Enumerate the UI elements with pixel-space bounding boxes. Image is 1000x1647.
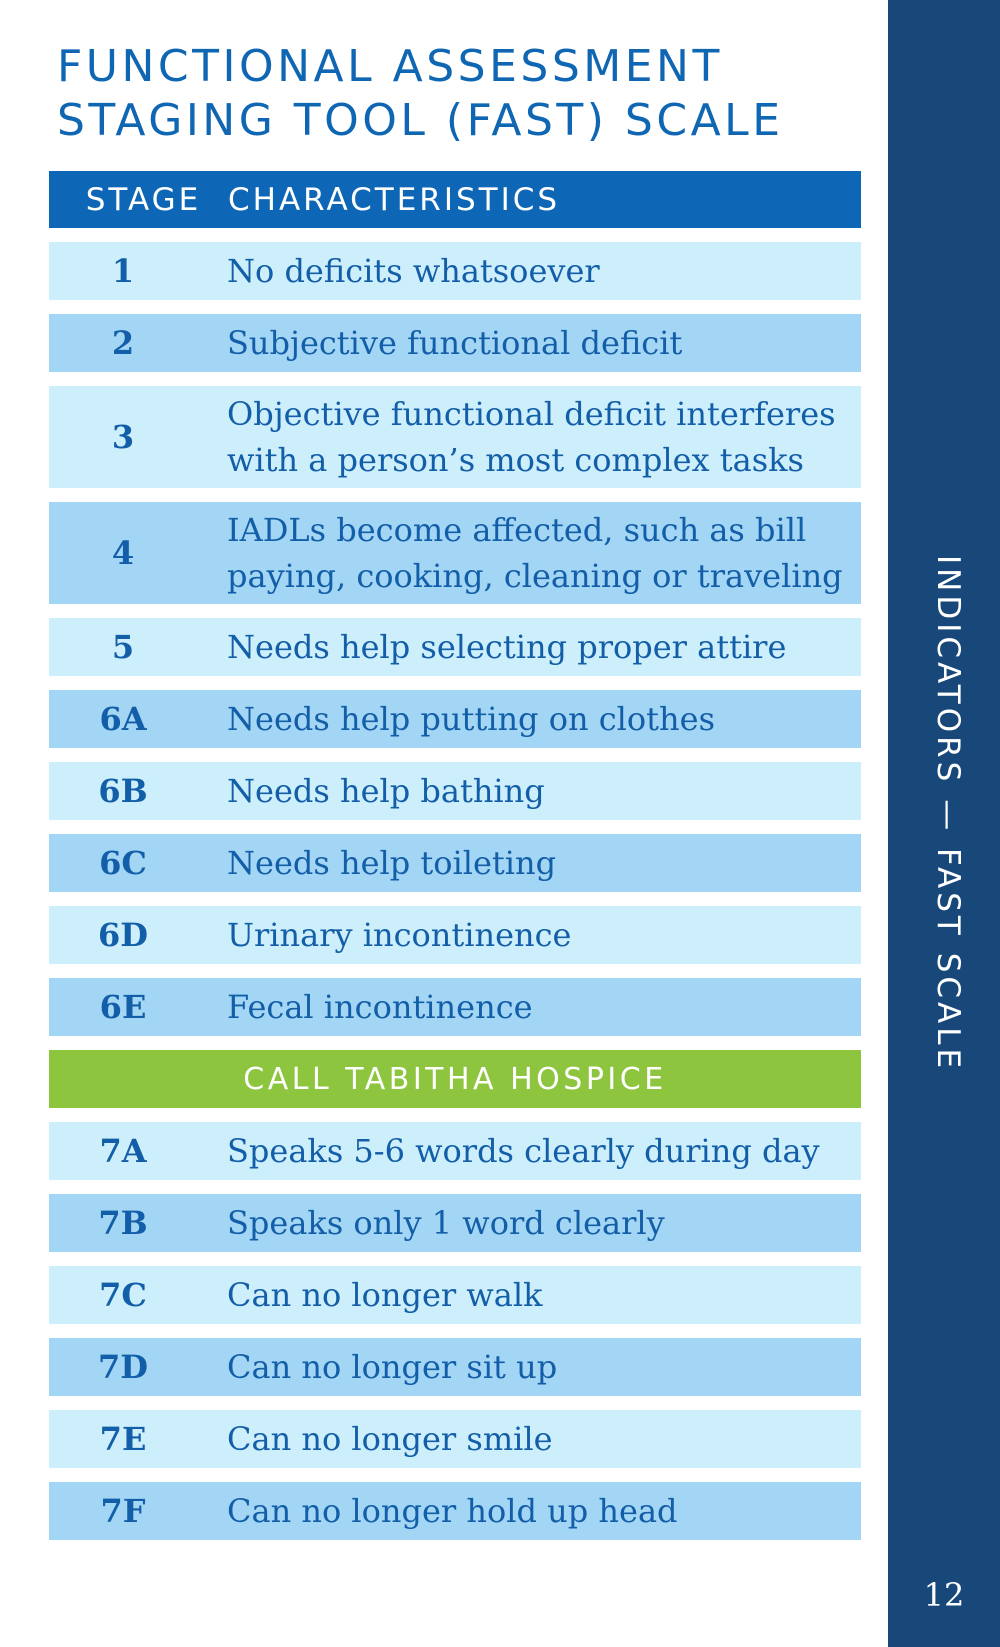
- table-header-row: [49, 171, 861, 228]
- characteristic-line: Can no longer walk: [227, 1276, 543, 1314]
- stage-cell: 4: [111, 534, 135, 572]
- characteristic-line: Urinary incontinence: [227, 916, 572, 954]
- page-title-line-1: FUNCTIONAL ASSESSMENT: [57, 41, 723, 92]
- table-row: [49, 1410, 861, 1468]
- characteristic-line: Fecal incontinence: [227, 988, 533, 1026]
- table-body-before-call: [49, 242, 861, 1036]
- stage-cell: 6E: [99, 988, 147, 1026]
- characteristic-line: Speaks 5-6 words clearly during day: [227, 1132, 820, 1170]
- table-row: [49, 1194, 861, 1252]
- characteristic-line: Can no longer sit up: [227, 1348, 558, 1386]
- characteristic-cell: [197, 248, 600, 294]
- characteristic-line: No deficits whatsoever: [227, 252, 600, 290]
- characteristic-line: IADLs become affected, such as bill: [227, 511, 807, 549]
- table-row: [49, 1482, 861, 1540]
- stage-cell: 7E: [99, 1420, 147, 1458]
- stage-cell: 7F: [100, 1492, 146, 1530]
- characteristic-cell: [197, 1128, 820, 1174]
- characteristic-line: Subjective functional deficit: [227, 324, 683, 362]
- page-number: 12: [923, 1576, 965, 1614]
- characteristic-cell: [197, 391, 836, 483]
- table-row: [49, 386, 861, 488]
- table-row: [49, 1122, 861, 1180]
- call-hospice-banner: CALL TABITHA HOSPICE: [49, 1050, 861, 1108]
- table-row: [49, 762, 861, 820]
- side-tab-label: INDICATORS — FAST SCALE: [930, 555, 966, 1073]
- stage-cell: 6D: [97, 916, 148, 954]
- characteristic-line: Can no longer hold up head: [227, 1492, 678, 1530]
- stage-cell: 7B: [98, 1204, 148, 1242]
- characteristic-cell: [197, 768, 545, 814]
- table-row: [49, 834, 861, 892]
- characteristic-cell: [197, 320, 682, 366]
- characteristic-cell: [197, 1272, 542, 1318]
- stage-cell: 7C: [99, 1276, 147, 1314]
- characteristics-column-header: CHARACTERISTICS: [228, 181, 561, 218]
- characteristic-line: Needs help toileting: [227, 844, 557, 882]
- stage-cell: 7A: [99, 1132, 147, 1170]
- stage-cell: 5: [111, 628, 135, 666]
- characteristic-cell: [197, 1488, 678, 1534]
- table-body-after-call: [49, 1122, 861, 1540]
- characteristic-cell: [197, 1416, 553, 1462]
- table-row: [49, 618, 861, 676]
- stage-column-header: STAGE: [85, 181, 202, 218]
- table-row: [49, 502, 861, 604]
- stage-cell: 7D: [97, 1348, 148, 1386]
- page-title: [57, 40, 857, 148]
- stage-cell: 6C: [99, 844, 147, 882]
- characteristic-cell: [197, 1200, 665, 1246]
- characteristic-cell: [197, 1344, 557, 1390]
- characteristic-line: paying, cooking, cleaning or traveling: [227, 557, 843, 595]
- characteristic-line: Needs help selecting proper attire: [227, 628, 787, 666]
- table-row: [49, 1338, 861, 1396]
- characteristic-line: with a person’s most complex tasks: [227, 441, 804, 479]
- characteristic-cell: [197, 912, 571, 958]
- table-row: [49, 906, 861, 964]
- stage-cell: 2: [111, 324, 135, 362]
- page-title-line-2: STAGING TOOL (FAST) SCALE: [57, 95, 784, 146]
- characteristic-cell: [197, 696, 715, 742]
- table-row: [49, 690, 861, 748]
- characteristic-line: Objective functional deficit interferes: [227, 395, 836, 433]
- stage-cell: 3: [111, 418, 135, 456]
- characteristic-line: Can no longer smile: [227, 1420, 553, 1458]
- characteristic-cell: [197, 624, 786, 670]
- table-row: [49, 242, 861, 300]
- characteristic-cell: [197, 840, 556, 886]
- characteristic-cell: [197, 984, 533, 1030]
- characteristic-cell: [197, 507, 843, 599]
- table-row: [49, 1266, 861, 1324]
- stage-cell: 6A: [99, 700, 147, 738]
- fast-scale-table: [49, 171, 861, 1540]
- characteristic-line: Needs help putting on clothes: [227, 700, 715, 738]
- table-row: [49, 314, 861, 372]
- table-row: [49, 978, 861, 1036]
- stage-cell: 1: [111, 252, 135, 290]
- stage-cell: 6B: [98, 772, 148, 810]
- characteristic-line: Speaks only 1 word clearly: [227, 1204, 665, 1242]
- characteristic-line: Needs help bathing: [227, 772, 545, 810]
